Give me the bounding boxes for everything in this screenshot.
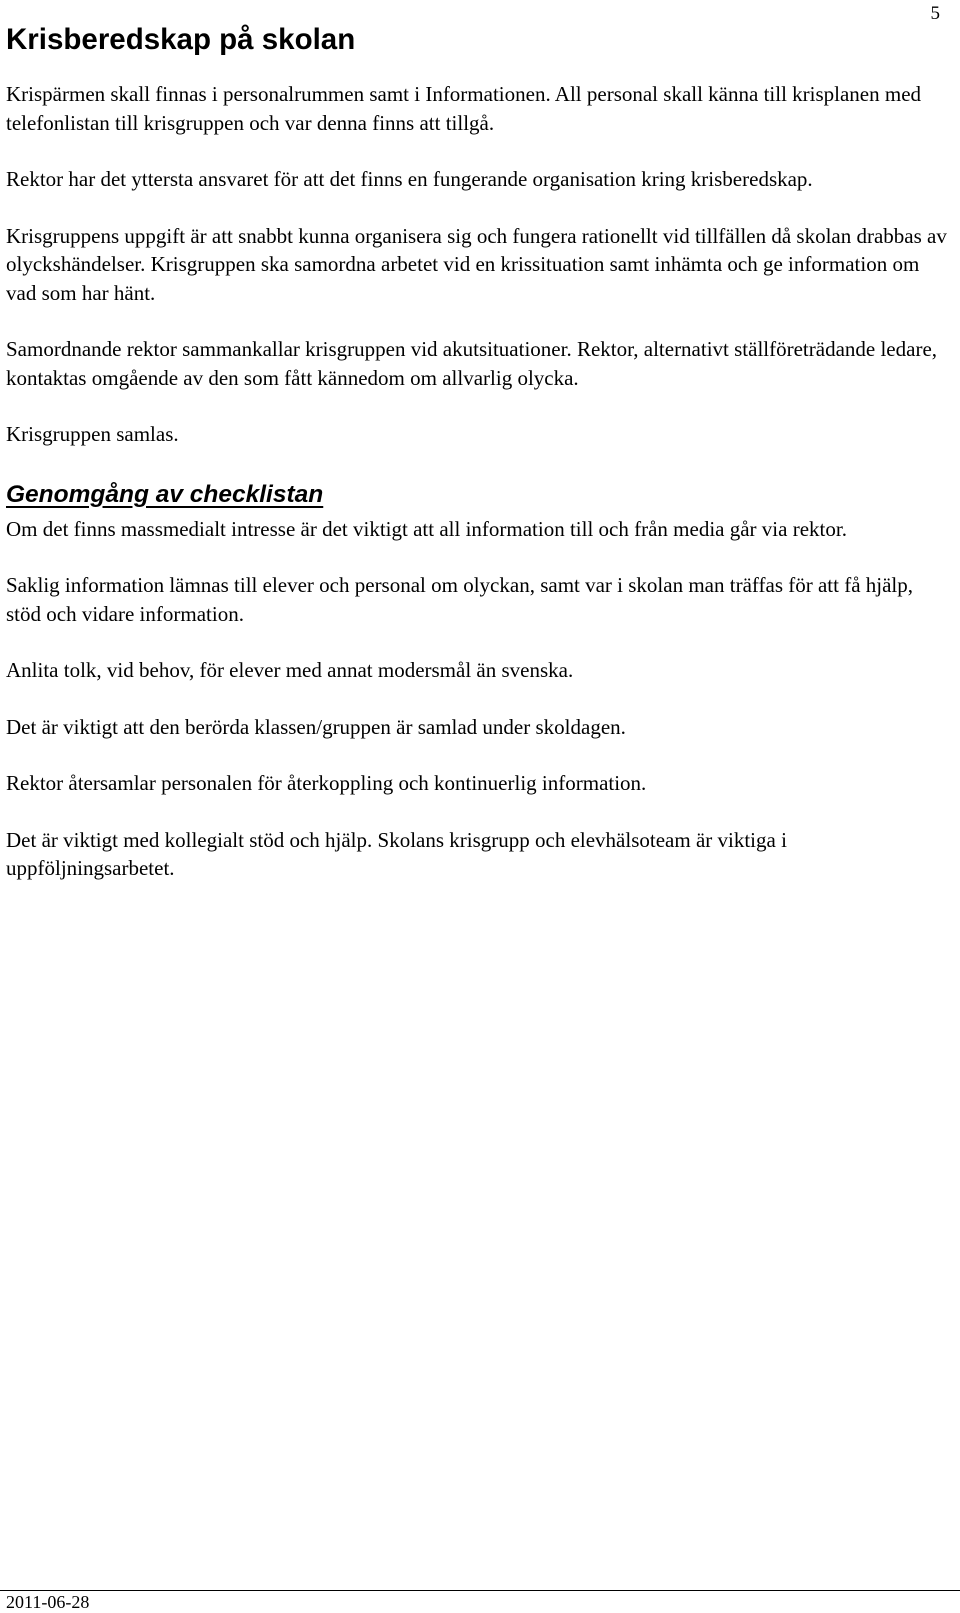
paragraph-krisgruppens-uppgift: Krisgruppens uppgift är att snabbt kunna organisera sig och fungera rationellt vid tillfällen då skolan drabbas av olyckshändelser. Krisgruppen ska samordna arbetet vid en krissituation samt inhämta och ge information om vad som har hänt.	[6, 223, 947, 305]
paragraph-samordnande-rektor: Samordnande rektor sammankallar krisgruppen vid akutsituationer. Rektor, alternativt ställföreträdande ledare, kontaktas omgående av den som fått kännedom om allvarlig olycka.	[6, 337, 938, 390]
page-number: 5	[930, 3, 940, 24]
paragraph-rektor-ansvar: Rektor har det yttersta ansvaret för att det finns en fungerande organisation kring krisberedskap.	[6, 167, 813, 191]
document-body	[6, 18, 951, 911]
paragraph-massmedia: Om det finns massmedialt intresse är det viktigt att all information till och från media går via rektor.	[6, 516, 847, 541]
paragraph-kollegialt-stod: Det är viktigt med kollegialt stöd och hjälp. Skolans krisgrupp och elevhälsoteam är viktiga i uppföljningsarbetet.	[6, 827, 787, 880]
paragraph-krisparmen: Krispärmen skall finnas i personalrummen samt i Informationen. All personal skall känna till krisplanen med telefonlistan till krisgruppen och var denna finns att tillgå.	[6, 82, 922, 135]
intro-section	[6, 80, 951, 449]
paragraph-klassen-samlad: Det är viktigt att den berörda klassen/gruppen är samlad under skoldagen.	[6, 714, 626, 739]
section-heading-checklist: Genomgång av checklistan	[6, 480, 324, 508]
footer-date: 2011-06-28	[6, 1592, 90, 1612]
checklist-section	[6, 515, 951, 883]
paragraph-aterkoppling: Rektor återsamlar personalen för återkoppling och kontinuerlig information.	[6, 771, 647, 795]
paragraph-krisgruppen-samlas: Krisgruppen samlas.	[6, 422, 179, 446]
paragraph-saklig-information: Saklig information lämnas till elever och personal om olyckan, samt var i skolan man träffas för att få hjälp, stöd och vidare information.	[6, 573, 914, 626]
footer-divider	[0, 1590, 960, 1591]
page-title: Krisberedskap på skolan	[6, 23, 356, 56]
paragraph-anlita-tolk: Anlita tolk, vid behov, för elever med annat modersmål än svenska.	[6, 658, 574, 682]
